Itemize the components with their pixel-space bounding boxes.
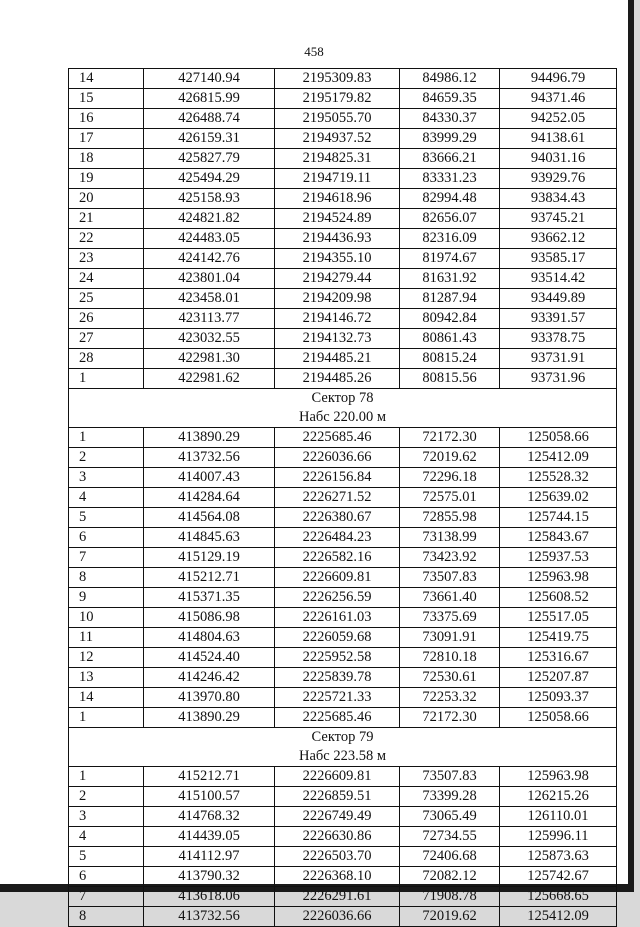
point-number-cell: 17 — [69, 129, 144, 149]
local-y-cell: 125419.75 — [500, 628, 617, 648]
table-row — [69, 588, 617, 608]
point-number-cell: 1 — [69, 428, 144, 448]
local-y-cell: 125843.67 — [500, 528, 617, 548]
x-coordinate-cell: 415212.71 — [144, 568, 275, 588]
x-coordinate-cell: 414768.32 — [144, 807, 275, 827]
table-row — [69, 907, 617, 927]
table-row — [69, 189, 617, 209]
local-y-cell: 125093.37 — [500, 688, 617, 708]
point-number-cell: 2 — [69, 448, 144, 468]
local-x-cell: 72019.62 — [400, 448, 500, 468]
point-number-cell: 25 — [69, 289, 144, 309]
x-coordinate-cell: 424821.82 — [144, 209, 275, 229]
x-coordinate-cell: 425158.93 — [144, 189, 275, 209]
table-row — [69, 209, 617, 229]
point-number-cell: 4 — [69, 827, 144, 847]
x-coordinate-cell: 423801.04 — [144, 269, 275, 289]
sector-elevation: Набс 223.58 м — [69, 747, 617, 767]
y-coordinate-cell: 2195309.83 — [275, 69, 400, 89]
y-coordinate-cell: 2226256.59 — [275, 588, 400, 608]
local-y-cell: 126110.01 — [500, 807, 617, 827]
point-number-cell: 2 — [69, 787, 144, 807]
local-y-cell: 93585.17 — [500, 249, 617, 269]
local-y-cell: 93834.43 — [500, 189, 617, 209]
point-number-cell: 15 — [69, 89, 144, 109]
table-row — [69, 528, 617, 548]
y-coordinate-cell: 2194146.72 — [275, 309, 400, 329]
y-coordinate-cell: 2194618.96 — [275, 189, 400, 209]
y-coordinate-cell: 2194355.10 — [275, 249, 400, 269]
table-row — [69, 269, 617, 289]
local-x-cell: 80815.56 — [400, 369, 500, 389]
x-coordinate-cell: 414524.40 — [144, 648, 275, 668]
sector-elevation-row — [69, 747, 617, 767]
local-x-cell: 73091.91 — [400, 628, 500, 648]
local-x-cell: 72530.61 — [400, 668, 500, 688]
local-y-cell: 94371.46 — [500, 89, 617, 109]
point-number-cell: 8 — [69, 907, 144, 927]
table-row — [69, 349, 617, 369]
local-y-cell: 93745.21 — [500, 209, 617, 229]
x-coordinate-cell: 414564.08 — [144, 508, 275, 528]
x-coordinate-cell: 414284.64 — [144, 488, 275, 508]
page-number: 458 — [304, 44, 324, 59]
local-y-cell: 125316.67 — [500, 648, 617, 668]
local-x-cell: 72406.68 — [400, 847, 500, 867]
point-number-cell: 24 — [69, 269, 144, 289]
point-number-cell: 9 — [69, 588, 144, 608]
point-number-cell: 7 — [69, 887, 144, 907]
local-x-cell: 84659.35 — [400, 89, 500, 109]
point-number-cell: 14 — [69, 688, 144, 708]
y-coordinate-cell: 2226368.10 — [275, 867, 400, 887]
table-row — [69, 787, 617, 807]
local-x-cell: 72019.62 — [400, 907, 500, 927]
point-number-cell: 6 — [69, 867, 144, 887]
y-coordinate-cell: 2194825.31 — [275, 149, 400, 169]
y-coordinate-cell: 2194719.11 — [275, 169, 400, 189]
local-x-cell: 72172.30 — [400, 708, 500, 728]
table-row — [69, 249, 617, 269]
y-coordinate-cell: 2225839.78 — [275, 668, 400, 688]
sector-title: Сектор 78 — [69, 389, 617, 409]
point-number-cell: 8 — [69, 568, 144, 588]
local-x-cell: 73423.92 — [400, 548, 500, 568]
local-y-cell: 125963.98 — [500, 568, 617, 588]
local-x-cell: 73375.69 — [400, 608, 500, 628]
table-row — [69, 548, 617, 568]
point-number-cell: 11 — [69, 628, 144, 648]
x-coordinate-cell: 426159.31 — [144, 129, 275, 149]
local-y-cell: 125963.98 — [500, 767, 617, 787]
local-y-cell: 125639.02 — [500, 488, 617, 508]
x-coordinate-cell: 422981.30 — [144, 349, 275, 369]
local-y-cell: 93378.75 — [500, 329, 617, 349]
y-coordinate-cell: 2195055.70 — [275, 109, 400, 129]
y-coordinate-cell: 2194937.52 — [275, 129, 400, 149]
table-row — [69, 608, 617, 628]
table-row — [69, 309, 617, 329]
sector-elevation: Набс 220.00 м — [69, 408, 617, 428]
x-coordinate-cell: 424142.76 — [144, 249, 275, 269]
y-coordinate-cell: 2226036.66 — [275, 448, 400, 468]
y-coordinate-cell: 2194524.89 — [275, 209, 400, 229]
point-number-cell: 21 — [69, 209, 144, 229]
local-y-cell: 125937.53 — [500, 548, 617, 568]
y-coordinate-cell: 2225721.33 — [275, 688, 400, 708]
x-coordinate-cell: 427140.94 — [144, 69, 275, 89]
local-x-cell: 83666.21 — [400, 149, 500, 169]
x-coordinate-cell: 414439.05 — [144, 827, 275, 847]
x-coordinate-cell: 413890.29 — [144, 428, 275, 448]
local-x-cell: 84330.37 — [400, 109, 500, 129]
x-coordinate-cell: 413790.32 — [144, 867, 275, 887]
local-y-cell: 125668.65 — [500, 887, 617, 907]
y-coordinate-cell: 2194485.26 — [275, 369, 400, 389]
x-coordinate-cell: 424483.05 — [144, 229, 275, 249]
x-coordinate-cell: 413732.56 — [144, 907, 275, 927]
x-coordinate-cell: 413618.06 — [144, 887, 275, 907]
x-coordinate-cell: 423032.55 — [144, 329, 275, 349]
local-x-cell: 72810.18 — [400, 648, 500, 668]
table-row — [69, 488, 617, 508]
y-coordinate-cell: 2194209.98 — [275, 289, 400, 309]
local-y-cell: 125608.52 — [500, 588, 617, 608]
y-coordinate-cell: 2226380.67 — [275, 508, 400, 528]
local-y-cell: 93929.76 — [500, 169, 617, 189]
x-coordinate-cell: 415212.71 — [144, 767, 275, 787]
local-y-cell: 93391.57 — [500, 309, 617, 329]
sector-title: Сектор 79 — [69, 728, 617, 748]
x-coordinate-cell: 426815.99 — [144, 89, 275, 109]
local-y-cell: 126215.26 — [500, 787, 617, 807]
local-y-cell: 125873.63 — [500, 847, 617, 867]
x-coordinate-cell: 414007.43 — [144, 468, 275, 488]
local-x-cell: 81631.92 — [400, 269, 500, 289]
point-number-cell: 5 — [69, 508, 144, 528]
y-coordinate-cell: 2226749.49 — [275, 807, 400, 827]
local-x-cell: 72296.18 — [400, 468, 500, 488]
local-x-cell: 81974.67 — [400, 249, 500, 269]
local-x-cell: 80861.43 — [400, 329, 500, 349]
table-row — [69, 109, 617, 129]
local-y-cell: 93662.12 — [500, 229, 617, 249]
local-y-cell: 125528.32 — [500, 468, 617, 488]
local-x-cell: 81287.94 — [400, 289, 500, 309]
local-x-cell: 82656.07 — [400, 209, 500, 229]
y-coordinate-cell: 2225685.46 — [275, 428, 400, 448]
point-number-cell: 28 — [69, 349, 144, 369]
local-y-cell: 125412.09 — [500, 448, 617, 468]
table-row — [69, 508, 617, 528]
table-row — [69, 568, 617, 588]
local-x-cell: 83999.29 — [400, 129, 500, 149]
table-row — [69, 448, 617, 468]
x-coordinate-cell: 425494.29 — [144, 169, 275, 189]
table-row — [69, 229, 617, 249]
y-coordinate-cell: 2226609.81 — [275, 568, 400, 588]
table-row — [69, 887, 617, 907]
local-x-cell: 73507.83 — [400, 767, 500, 787]
y-coordinate-cell: 2194485.21 — [275, 349, 400, 369]
x-coordinate-cell: 413890.29 — [144, 708, 275, 728]
table-row — [69, 708, 617, 728]
x-coordinate-cell: 415129.19 — [144, 548, 275, 568]
local-x-cell: 82994.48 — [400, 189, 500, 209]
local-y-cell: 125742.67 — [500, 867, 617, 887]
table-row — [69, 668, 617, 688]
y-coordinate-cell: 2226503.70 — [275, 847, 400, 867]
x-coordinate-cell: 423458.01 — [144, 289, 275, 309]
table-row — [69, 289, 617, 309]
x-coordinate-cell: 413732.56 — [144, 448, 275, 468]
table-row — [69, 807, 617, 827]
y-coordinate-cell: 2225952.58 — [275, 648, 400, 668]
sector-elevation-row — [69, 408, 617, 428]
point-number-cell: 10 — [69, 608, 144, 628]
x-coordinate-cell: 422981.62 — [144, 369, 275, 389]
y-coordinate-cell: 2195179.82 — [275, 89, 400, 109]
local-y-cell: 125517.05 — [500, 608, 617, 628]
y-coordinate-cell: 2194436.93 — [275, 229, 400, 249]
table-row — [69, 767, 617, 787]
y-coordinate-cell: 2226291.61 — [275, 887, 400, 907]
table-row — [69, 129, 617, 149]
point-number-cell: 3 — [69, 807, 144, 827]
local-y-cell: 94031.16 — [500, 149, 617, 169]
x-coordinate-cell: 414804.63 — [144, 628, 275, 648]
local-x-cell: 73399.28 — [400, 787, 500, 807]
local-y-cell: 125744.15 — [500, 508, 617, 528]
point-number-cell: 4 — [69, 488, 144, 508]
local-y-cell: 125412.09 — [500, 907, 617, 927]
point-number-cell: 12 — [69, 648, 144, 668]
table-row — [69, 827, 617, 847]
point-number-cell: 16 — [69, 109, 144, 129]
x-coordinate-cell: 415086.98 — [144, 608, 275, 628]
y-coordinate-cell: 2225685.46 — [275, 708, 400, 728]
local-x-cell: 72575.01 — [400, 488, 500, 508]
y-coordinate-cell: 2226859.51 — [275, 787, 400, 807]
y-coordinate-cell: 2226609.81 — [275, 767, 400, 787]
table-row — [69, 428, 617, 448]
y-coordinate-cell: 2226271.52 — [275, 488, 400, 508]
point-number-cell: 26 — [69, 309, 144, 329]
table-row — [69, 688, 617, 708]
table-row — [69, 329, 617, 349]
y-coordinate-cell: 2226156.84 — [275, 468, 400, 488]
local-y-cell: 125996.11 — [500, 827, 617, 847]
point-number-cell: 19 — [69, 169, 144, 189]
local-y-cell: 94138.61 — [500, 129, 617, 149]
point-number-cell: 20 — [69, 189, 144, 209]
local-x-cell: 73065.49 — [400, 807, 500, 827]
y-coordinate-cell: 2226036.66 — [275, 907, 400, 927]
local-y-cell: 94496.79 — [500, 69, 617, 89]
local-x-cell: 82316.09 — [400, 229, 500, 249]
x-coordinate-cell: 415100.57 — [144, 787, 275, 807]
y-coordinate-cell: 2194132.73 — [275, 329, 400, 349]
point-number-cell: 13 — [69, 668, 144, 688]
local-x-cell: 73138.99 — [400, 528, 500, 548]
y-coordinate-cell: 2226582.16 — [275, 548, 400, 568]
local-y-cell: 125207.87 — [500, 668, 617, 688]
point-number-cell: 14 — [69, 69, 144, 89]
x-coordinate-cell: 415371.35 — [144, 588, 275, 608]
table-row — [69, 847, 617, 867]
point-number-cell: 5 — [69, 847, 144, 867]
local-y-cell: 93731.91 — [500, 349, 617, 369]
point-number-cell: 27 — [69, 329, 144, 349]
x-coordinate-cell: 414246.42 — [144, 668, 275, 688]
y-coordinate-cell: 2226484.23 — [275, 528, 400, 548]
point-number-cell: 1 — [69, 708, 144, 728]
x-coordinate-cell: 426488.74 — [144, 109, 275, 129]
point-number-cell: 1 — [69, 369, 144, 389]
coordinates-table — [68, 68, 617, 927]
local-x-cell: 80815.24 — [400, 349, 500, 369]
local-y-cell: 125058.66 — [500, 708, 617, 728]
sector-header-row — [69, 389, 617, 409]
local-x-cell: 73661.40 — [400, 588, 500, 608]
table-row — [69, 867, 617, 887]
point-number-cell: 22 — [69, 229, 144, 249]
local-x-cell: 72855.98 — [400, 508, 500, 528]
local-x-cell: 84986.12 — [400, 69, 500, 89]
sector-header-row — [69, 728, 617, 748]
y-coordinate-cell: 2226161.03 — [275, 608, 400, 628]
x-coordinate-cell: 425827.79 — [144, 149, 275, 169]
table-row — [69, 149, 617, 169]
local-x-cell: 71908.78 — [400, 887, 500, 907]
local-y-cell: 93731.96 — [500, 369, 617, 389]
table-row — [69, 169, 617, 189]
y-coordinate-cell: 2226059.68 — [275, 628, 400, 648]
table-row — [69, 648, 617, 668]
x-coordinate-cell: 414112.97 — [144, 847, 275, 867]
table-row — [69, 628, 617, 648]
point-number-cell: 7 — [69, 548, 144, 568]
local-y-cell: 125058.66 — [500, 428, 617, 448]
point-number-cell: 6 — [69, 528, 144, 548]
local-x-cell: 72172.30 — [400, 428, 500, 448]
x-coordinate-cell: 413970.80 — [144, 688, 275, 708]
table-row — [69, 468, 617, 488]
table-row — [69, 89, 617, 109]
x-coordinate-cell: 414845.63 — [144, 528, 275, 548]
coordinates-table-body — [69, 69, 617, 927]
local-x-cell: 72082.12 — [400, 867, 500, 887]
y-coordinate-cell: 2226630.86 — [275, 827, 400, 847]
table-row — [69, 69, 617, 89]
point-number-cell: 18 — [69, 149, 144, 169]
local-x-cell: 83331.23 — [400, 169, 500, 189]
local-y-cell: 93449.89 — [500, 289, 617, 309]
y-coordinate-cell: 2194279.44 — [275, 269, 400, 289]
local-y-cell: 93514.42 — [500, 269, 617, 289]
local-x-cell: 72734.55 — [400, 827, 500, 847]
point-number-cell: 1 — [69, 767, 144, 787]
local-x-cell: 73507.83 — [400, 568, 500, 588]
table-row — [69, 369, 617, 389]
local-y-cell: 94252.05 — [500, 109, 617, 129]
point-number-cell: 23 — [69, 249, 144, 269]
point-number-cell: 3 — [69, 468, 144, 488]
x-coordinate-cell: 423113.77 — [144, 309, 275, 329]
local-x-cell: 80942.84 — [400, 309, 500, 329]
local-x-cell: 72253.32 — [400, 688, 500, 708]
